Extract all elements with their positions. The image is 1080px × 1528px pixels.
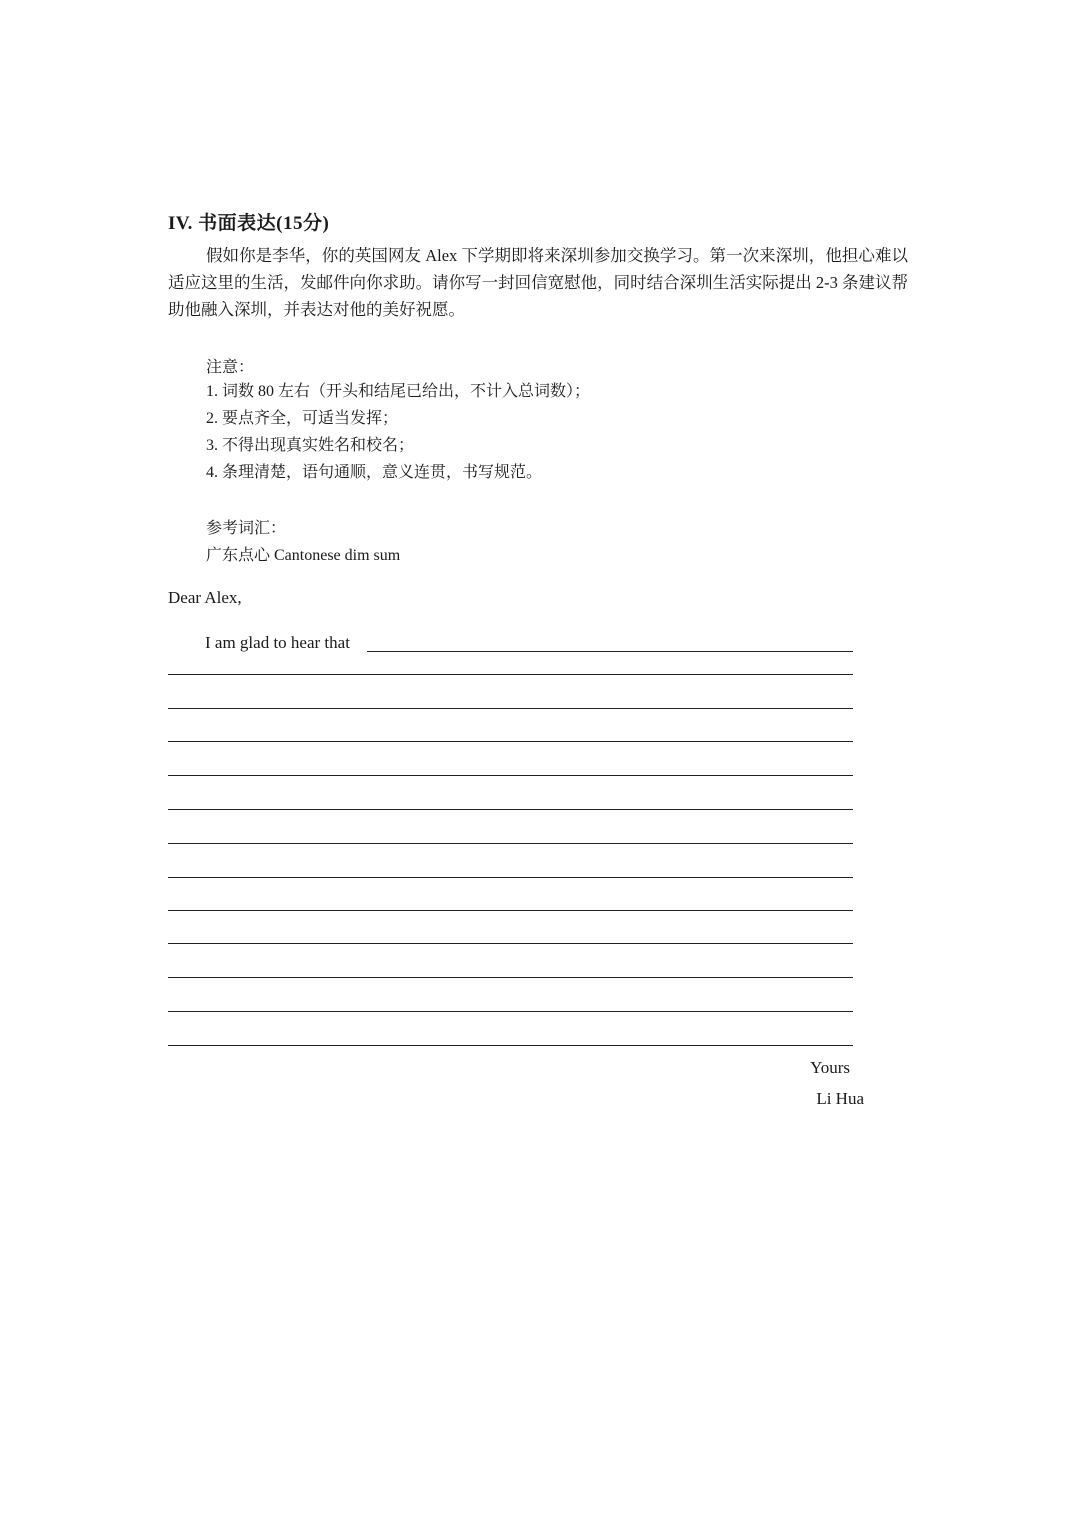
note-item: 4. 条理清楚，语句通顺，意义连贯，书写规范。 xyxy=(206,464,543,481)
writing-line[interactable] xyxy=(168,674,853,675)
note-item: 2. 要点齐全，可适当发挥； xyxy=(206,410,399,427)
writing-line[interactable] xyxy=(168,943,853,944)
letter-greeting: Dear Alex, xyxy=(168,588,242,607)
letter-opening: I am glad to hear that xyxy=(205,633,350,652)
vocab-label: 参考词汇： xyxy=(206,520,287,537)
task-prompt: 假如你是李华，你的英国网友 Alex 下学期即将来深圳参加交换学习。第一次来深圳，他担心难以适应这里的生活，发邮件向你求助。请你写一封回信宽慰他，同时结合深圳生活实际提出 2-3 条建议帮助他融入深圳，并表达对他的美好祝愿。 xyxy=(168,246,908,319)
note-item: 1. 词数 80 左右（开头和结尾已给出，不计入总词数）； xyxy=(206,383,591,400)
note-item: 3. 不得出现真实姓名和校名； xyxy=(206,437,415,454)
writing-line[interactable] xyxy=(168,1045,853,1046)
notes-list xyxy=(206,378,590,486)
letter-signature: Li Hua xyxy=(816,1089,864,1108)
vocab-item: 广东点心 Cantonese dim sum xyxy=(206,547,401,564)
writing-line[interactable] xyxy=(168,809,853,810)
letter-closing: Yours xyxy=(810,1058,850,1077)
writing-line[interactable] xyxy=(168,708,853,709)
writing-line[interactable] xyxy=(367,651,853,652)
writing-line[interactable] xyxy=(168,910,853,911)
writing-line[interactable] xyxy=(168,741,853,742)
writing-line[interactable] xyxy=(168,1011,853,1012)
section-title: IV. 书面表达(15分) xyxy=(168,213,330,234)
writing-line[interactable] xyxy=(168,977,853,978)
notes-label: 注意： xyxy=(206,359,255,376)
writing-line[interactable] xyxy=(168,775,853,776)
writing-line[interactable] xyxy=(168,877,853,878)
writing-line[interactable] xyxy=(168,843,853,844)
